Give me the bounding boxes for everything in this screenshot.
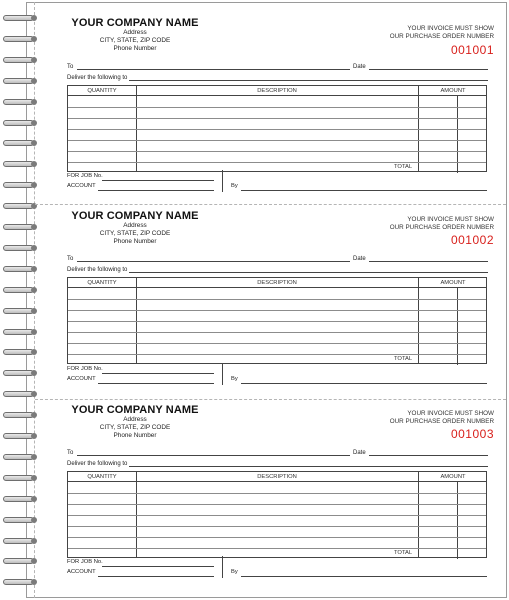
- company-city-state-zip: CITY, STATE, ZIP CODE: [99, 424, 171, 431]
- spiral-coil-icon: [3, 77, 37, 85]
- spiral-coil-icon: [3, 286, 37, 294]
- table-row[interactable]: [68, 299, 486, 300]
- footer-divider: [222, 170, 223, 192]
- coil-wire: [3, 224, 34, 230]
- coil-wire: [3, 182, 34, 188]
- table-row[interactable]: [68, 332, 486, 333]
- spiral-coil-icon: [3, 516, 37, 524]
- table-row[interactable]: [68, 310, 486, 311]
- coil-wire: [3, 140, 34, 146]
- deliver-field[interactable]: [129, 80, 488, 81]
- spiral-coil-icon: [3, 202, 37, 210]
- notice-line-2: OUR PURCHASE ORDER NUMBER: [389, 223, 494, 231]
- table-row[interactable]: [68, 118, 486, 119]
- notice-line-1: YOUR INVOICE MUST SHOW: [407, 216, 494, 223]
- coil-wire: [3, 161, 34, 167]
- quantity-header: QUANTITY: [87, 88, 117, 94]
- coil-wire: [3, 57, 34, 63]
- coil-wire: [3, 120, 34, 126]
- description-header: DESCRIPTION: [257, 280, 297, 286]
- coil-wire: [3, 370, 34, 376]
- purchase-order-form-1: [35, 3, 506, 200]
- company-phone: Phone Number: [113, 238, 157, 245]
- coil-wire: [3, 517, 34, 523]
- amount-header: AMOUNT: [440, 88, 466, 94]
- coil-wire: [3, 558, 34, 564]
- to-date-row: [35, 448, 498, 458]
- description-header: DESCRIPTION: [257, 474, 297, 480]
- coil-wire: [3, 475, 34, 481]
- spiral-coil-icon: [3, 557, 37, 565]
- deliver-row: [35, 73, 498, 83]
- company-name: YOUR COMPANY NAME: [71, 210, 199, 222]
- spiral-coil-icon: [3, 119, 37, 127]
- date-field[interactable]: [369, 69, 488, 70]
- footer-divider: [222, 556, 223, 578]
- deliver-label: Deliver the following to: [67, 461, 128, 467]
- purchase-order-form-2: [35, 207, 506, 404]
- table-row[interactable]: [68, 321, 486, 322]
- spiral-coil-icon: [3, 265, 37, 273]
- to-field[interactable]: [77, 261, 350, 262]
- spiral-coil-icon: [3, 307, 37, 315]
- coil-wire: [3, 496, 34, 502]
- po-number: 001001: [450, 43, 494, 57]
- account-label: ACCOUNT: [67, 569, 96, 575]
- company-phone: Phone Number: [113, 432, 157, 439]
- coil-wire: [3, 349, 34, 355]
- table-row[interactable]: [68, 515, 486, 516]
- by-field[interactable]: [241, 190, 487, 191]
- items-table: [67, 85, 487, 172]
- invoice-notice: [344, 25, 494, 40]
- account-field[interactable]: [98, 383, 214, 384]
- table-row[interactable]: [68, 354, 486, 355]
- job-label: FOR JOB No.: [67, 559, 103, 565]
- spiral-coil-icon: [3, 223, 37, 231]
- spiral-coil-icon: [3, 35, 37, 43]
- table-row[interactable]: [68, 493, 486, 494]
- deliver-label: Deliver the following to: [67, 75, 128, 81]
- company-address: Address: [123, 416, 147, 423]
- coil-wire: [3, 245, 34, 251]
- spiral-coil-icon: [3, 56, 37, 64]
- to-date-row-spacer: [35, 417, 498, 427]
- spiral-binding-icon: [0, 0, 40, 600]
- total-label: TOTAL: [394, 356, 413, 362]
- coil-wire: [3, 433, 34, 439]
- company-name: YOUR COMPANY NAME: [71, 17, 199, 29]
- spiral-coil-icon: [3, 181, 37, 189]
- spiral-coil-icon: [3, 328, 37, 336]
- table-row[interactable]: [68, 151, 486, 152]
- purchase-order-form-3: [35, 402, 506, 599]
- items-table: [67, 277, 487, 364]
- description-header: DESCRIPTION: [257, 88, 297, 94]
- spiral-coil-icon: [3, 578, 37, 586]
- date-label: Date: [353, 450, 366, 456]
- deliver-field[interactable]: [129, 466, 488, 467]
- coil-wire: [3, 329, 34, 335]
- table-row[interactable]: [68, 526, 486, 527]
- company-city-state-zip: CITY, STATE, ZIP CODE: [99, 230, 171, 237]
- spiral-coil-icon: [3, 537, 37, 545]
- items-table-header: [68, 86, 486, 96]
- company-name: YOUR COMPANY NAME: [71, 404, 199, 416]
- to-field[interactable]: [77, 455, 350, 456]
- deliver-label: Deliver the following to: [67, 267, 128, 273]
- coil-wire: [3, 203, 34, 209]
- deliver-row: [35, 459, 498, 469]
- items-table: [67, 471, 487, 558]
- coil-wire: [3, 15, 34, 21]
- by-field[interactable]: [241, 576, 487, 577]
- company-city-state-zip: CITY, STATE, ZIP CODE: [99, 37, 171, 44]
- date-label: Date: [353, 64, 366, 70]
- notice-line-1: YOUR INVOICE MUST SHOW: [407, 25, 494, 32]
- company-address: Address: [123, 29, 147, 36]
- job-label: FOR JOB No.: [67, 366, 103, 372]
- coil-wire: [3, 308, 34, 314]
- job-label: FOR JOB No.: [67, 173, 103, 179]
- to-label: To: [67, 64, 74, 70]
- to-date-row: [35, 62, 498, 72]
- table-row[interactable]: [68, 343, 486, 344]
- by-label: By: [231, 183, 238, 189]
- table-row[interactable]: [68, 129, 486, 130]
- to-field[interactable]: [77, 69, 350, 70]
- quantity-header: QUANTITY: [87, 280, 117, 286]
- spiral-coil-icon: [3, 453, 37, 461]
- table-row[interactable]: [68, 504, 486, 505]
- date-field[interactable]: [369, 261, 488, 262]
- spiral-coil-icon: [3, 348, 37, 356]
- company-block: [65, 210, 205, 246]
- table-row[interactable]: [68, 537, 486, 538]
- spiral-coil-icon: [3, 369, 37, 377]
- coil-wire: [3, 287, 34, 293]
- deliver-field[interactable]: [129, 272, 488, 273]
- by-label: By: [231, 569, 238, 575]
- spiral-coil-icon: [3, 474, 37, 482]
- job-field[interactable]: [102, 180, 214, 181]
- coil-wire: [3, 99, 34, 105]
- items-table-header: [68, 278, 486, 288]
- quantity-header: QUANTITY: [87, 474, 117, 480]
- job-field[interactable]: [102, 566, 214, 567]
- table-row[interactable]: [68, 140, 486, 141]
- coil-wire: [3, 538, 34, 544]
- job-field[interactable]: [102, 373, 214, 374]
- spiral-coil-icon: [3, 14, 37, 22]
- items-table-header: [68, 472, 486, 482]
- footer-divider: [222, 363, 223, 385]
- total-label: TOTAL: [394, 164, 413, 170]
- company-address: Address: [123, 222, 147, 229]
- coil-wire: [3, 78, 34, 84]
- spiral-coil-icon: [3, 160, 37, 168]
- account-field[interactable]: [98, 190, 214, 191]
- account-label: ACCOUNT: [67, 376, 96, 382]
- table-row[interactable]: [68, 162, 486, 163]
- notice-line-2: OUR PURCHASE ORDER NUMBER: [389, 417, 494, 425]
- spiral-coil-icon: [3, 244, 37, 252]
- coil-wire: [3, 579, 34, 585]
- account-field[interactable]: [98, 576, 214, 577]
- coil-wire: [3, 36, 34, 42]
- to-date-row: [35, 254, 498, 264]
- table-row[interactable]: [68, 107, 486, 108]
- by-label: By: [231, 376, 238, 382]
- spiral-coil-icon: [3, 390, 37, 398]
- po-number: 001003: [450, 427, 494, 441]
- spiral-coil-icon: [3, 495, 37, 503]
- coil-wire: [3, 412, 34, 418]
- spiral-coil-icon: [3, 139, 37, 147]
- total-label: TOTAL: [394, 550, 413, 556]
- coil-wire: [3, 391, 34, 397]
- account-label: ACCOUNT: [67, 183, 96, 189]
- company-block: [65, 17, 205, 53]
- date-label: Date: [353, 256, 366, 262]
- coil-wire: [3, 454, 34, 460]
- amount-header: AMOUNT: [440, 474, 466, 480]
- notice-line-2: OUR PURCHASE ORDER NUMBER: [389, 32, 494, 40]
- table-row[interactable]: [68, 548, 486, 549]
- date-field[interactable]: [369, 455, 488, 456]
- po-number: 001002: [450, 233, 494, 247]
- invoice-notice: [344, 216, 494, 231]
- spiral-coil-icon: [3, 98, 37, 106]
- by-field[interactable]: [241, 383, 487, 384]
- amount-header: AMOUNT: [440, 280, 466, 286]
- deliver-row: [35, 265, 498, 275]
- spiral-coil-icon: [3, 411, 37, 419]
- coil-wire: [3, 266, 34, 272]
- notice-line-1: YOUR INVOICE MUST SHOW: [407, 410, 494, 417]
- to-label: To: [67, 256, 74, 262]
- company-phone: Phone Number: [113, 45, 157, 52]
- horizontal-perforation: [35, 204, 506, 205]
- spiral-coil-icon: [3, 432, 37, 440]
- to-label: To: [67, 450, 74, 456]
